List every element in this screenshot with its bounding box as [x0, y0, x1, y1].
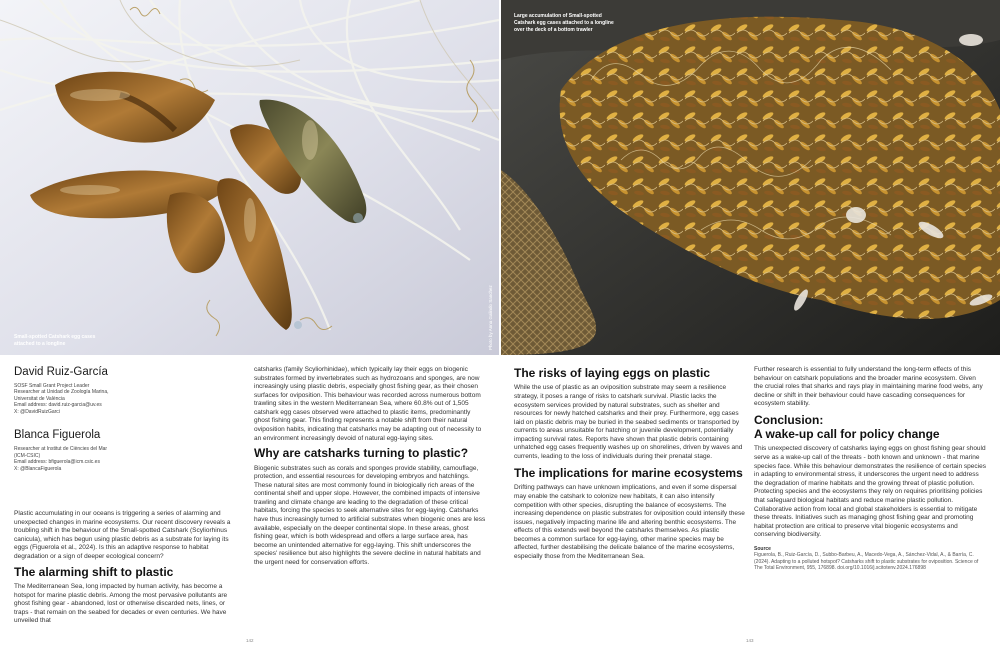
- author-name: David Ruiz-García: [14, 366, 108, 378]
- page-number-right: 143: [746, 638, 754, 643]
- paragraph-risks: While the use of plastic as an oviposition substrate may seem a resilience strategy, it poses a range of risks to catshark survival. Plastic lacks the ecosystem services provided by natural substrates, such as shelter and resources for newly hatched catsharks and their prey. Furthermore, egg cases laid on plastic debris may be buried in the seabed sediments or transported by currents to areas unsuitable for hatching or juvenile development, potentially impacting survival rates. Reports have shown that plastic debris containing unhatched egg cases frequently washes up on shorelines, driven by waves and currents, leading to the loss of individuals during their prenatal stage.: [514, 384, 743, 461]
- photo-egg-cases-trawler-deck: [501, 0, 1000, 355]
- author-role: SOSF Small Grant Project Leader: [14, 382, 90, 389]
- intro-paragraph: Plastic accumulating in our oceans is triggering a series of alarming and unexpected changes in marine ecosystems. Our recent discovery reveals a troubling shift in the behaviour of the Small-spotted Catshark (Scyliorhinus canicula), which has begun using plastic debris as a substrate for laying its eggs (Figuerola et al., 2024). Is this an adaptive response to habitat degradation or a sign of deeper ecological concern?: [14, 510, 231, 560]
- page-number-left: 142: [246, 638, 254, 643]
- author-institution: (ICM-CSIC): [14, 452, 41, 459]
- paragraph-catsharks: catsharks (family Scyliorhinidae), which typically lay their eggs on biogenic substrates formed by invertebrates such as hydrozoans and sponges, are now increasingly using plastic debris, especially ghost fishing gear, as their chosen surfaces for oviposition. This behaviour was recorded across numerous bottom trawling sites in the western Mediterranean Sea, where 60.8% out of 1,505 catshark egg cases observed were attached to plastic items, predominantly ghost fishing gear. This finding represents a notable shift from their natural oviposition habits, indicating that catsharks may be adapting out of necessity to an environment increasingly devoid of natural egg-laying sites.: [254, 366, 482, 442]
- author-details: [14, 446, 240, 472]
- author-email: Email address: bfiguerola@icm.csic.es: [14, 459, 100, 466]
- paragraph-biogenic-substrates: Biogenic substrates such as corals and sponges provide stability, camouflage, protection, and essential resources for developing embryos and hatchlings. These natural sites are most commonly found in biologically rich areas of the continental shelf and upper slope. However, the combined impacts of intensive trawling and climate change are leading to the degradation of these critical habitats, forcing the species to seek alternative sites for egg-laying. Catsharks have thus increasingly turned to artificial substrates when biogenic ones are less available, especially on the deeper continental slope. In these areas, ghost fishing gear, which is both widespread and offers a large surface area, has become an unintended alternative for egg-laying. This shift underscores the species' resilience but also highlights the severe decline in natural habitats and the urgent need for conservation efforts.: [254, 464, 486, 566]
- author-block-figuerola: [14, 429, 240, 472]
- caption-right-line-2: Catshark egg cases attached to a longline: [514, 19, 614, 26]
- author-affiliation: Researcher at Institut de Ciències del Mar: [14, 446, 108, 453]
- heading-implications: The implications for marine ecosystems: [514, 465, 743, 480]
- egg-cases-illustration: [0, 0, 499, 355]
- heading-why-plastic: Why are catsharks turning to plastic?: [254, 446, 469, 461]
- caption-right: [514, 13, 634, 33]
- source-block: [754, 546, 986, 572]
- author-block-ruiz-garcia: [14, 366, 240, 415]
- author-x-handle: X: @BlancaFiguerola: [14, 465, 62, 472]
- trawler-deck-illustration: [501, 0, 1000, 355]
- heading-risks: The risks of laying eggs on plastic: [514, 366, 711, 380]
- source-label: Source: [754, 545, 771, 552]
- author-institution: Universitat de València: [14, 395, 65, 402]
- caption-left-line-2: attached to a longline: [14, 340, 66, 347]
- paragraph-further-research: Further research is essential to fully understand the long-term effects of this behaviour on catshark populations and the broader marine ecosystem. Given the crucial roles that sharks and rays play in maintaining marine food webs, any decline or shift in their behaviour could have cascading consequences for ecosystem stability.: [754, 366, 983, 408]
- column-3: [514, 366, 746, 565]
- author-affiliation: Researcher at Unidad de Zoología Marina,: [14, 389, 109, 396]
- caption-right-line-1: Large accumulation of Small-spotted: [514, 13, 602, 19]
- caption-left: [14, 334, 134, 348]
- column-1: [14, 366, 240, 629]
- column-4: [754, 366, 986, 572]
- heading-conclusion-line-1: Conclusion:: [754, 412, 824, 427]
- source-citation: Figuerola, B., Ruiz-García, D., Subbo-Barbeu, A., Macedo-Vega, A., Sánchez-Vidal, A., & Barría, C. (2024). Adapting to a polluted hotspot? Catsharks shift to plastic substrates for oviposition. Science of The Total Environment, 955, 176898. doi.org/10.1016/j.scitotenv.2024.176898: [754, 552, 979, 572]
- author-email: Email address: david.ruiz-garcia@uv.es: [14, 402, 102, 409]
- paragraph-conclusion: This unexpected discovery of catsharks laying eggs on ghost fishing gear should serve as a wake-up call of the threats - both known and unknown - that marine species face. While this behaviour demonstrates the resilience of certain species in adapting to environmental stress, it underscores the urgent need to address the degradation of marine habitats and the growing threat of plastic pollution. Protecting species and the ecosystems they rely on requires prioritising policies that safeguard biological habitats and reduce marine plastic pollution. Collaborative action from local and global stakeholders is essential to mitigate these threats. Initiatives such as managing ghost fishing gear and promoting habitat protection are critical to preserve vital biogenic ecosystems and conserving biodiversity.: [754, 445, 986, 539]
- caption-left-line-1: Small-spotted Catshark egg cases: [14, 334, 96, 340]
- author-x-handle: X: @DavidRuizGarci: [14, 408, 60, 415]
- heading-conclusion-line-2: A wake-up call for policy change: [754, 426, 940, 441]
- paragraph-mediterranean: The Mediterranean Sea, long impacted by human activity, has become a hotspot for marine plastic debris. Among the most pervasive pollutants are ghost fishing gear - abandoned, lost or otherwise discarded nets, lines, or traps - that remain on the seabed for decades or even centuries. We have unveiled that: [14, 582, 228, 625]
- heading-conclusion: [754, 414, 986, 442]
- heading-alarming-shift: The alarming shift to plastic: [14, 564, 174, 579]
- author-details: [14, 383, 240, 416]
- caption-right-line-3: over the deck of a bottom trawler: [514, 26, 593, 33]
- photo-egg-cases-longline: [0, 0, 499, 355]
- column-2: [254, 366, 486, 571]
- paragraph-implications: Drifting pathways can have unknown implications, and even if some dispersal may enable the catshark to colonize new habitats, it can also intensify competition with other species, disrupting the balance of ecosystems. The increasing dependence on plastic substrates for oviposition could intensify these issues, negatively impacting marine life and altering benthic ecosystems. The effects of this extends well beyond the catsharks themselves. As plastic becomes a common surface for egg-laying, other marine species may be affected, further destabilising the delicate balance of the marine ecosystems, especially those from the Mediterranean Sea.: [514, 484, 745, 561]
- photo-credit: Photo by Anna Galindo Sanchez: [488, 285, 493, 350]
- author-name: Blanca Figuerola: [14, 429, 101, 442]
